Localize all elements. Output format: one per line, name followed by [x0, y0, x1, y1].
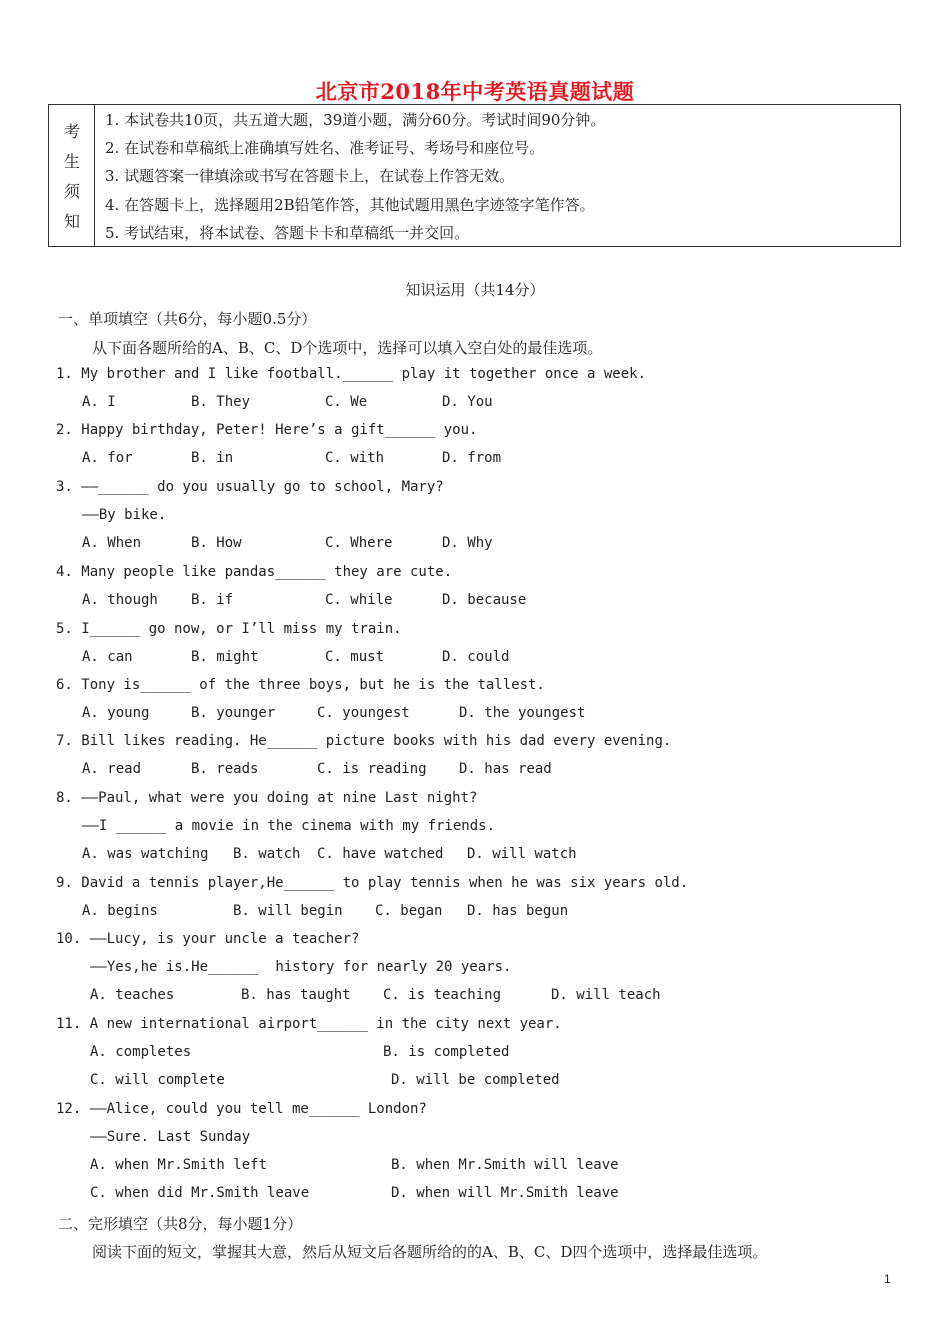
- option-a: A. can: [82, 649, 133, 665]
- option-b: B. younger: [191, 705, 276, 721]
- notice-item: 2. 在试卷和草稿纸上准确填写姓名、准考证号、考场号和座位号。: [105, 139, 545, 157]
- question-stem: 8. ——Paul, what were you doing at nine Last night?: [56, 790, 478, 806]
- question-stem: 12. ——Alice, could you tell me______ London?: [56, 1101, 427, 1117]
- part-instruction: 从下面各题所给的A、B、C、D个选项中，选择可以填入空白处的最佳选项。: [92, 339, 603, 357]
- notice-item: 5. 考试结束，将本试卷、答题卡卡和草稿纸一并交回。: [105, 224, 470, 242]
- option-d: D. You: [442, 394, 493, 410]
- question-stem: 11. A new international airport______ in the city next year.: [56, 1016, 562, 1032]
- part-heading: 二、完形填空（共8分，每小题1分）: [58, 1215, 303, 1233]
- option-b: B. when Mr.Smith will leave: [391, 1157, 619, 1173]
- option-a: A. completes: [90, 1044, 192, 1060]
- option-a: A. I: [82, 394, 116, 410]
- option-a: A. When: [82, 535, 142, 551]
- option-a: A. though: [82, 592, 158, 608]
- option-c: C. have watched: [317, 846, 444, 862]
- notice-box: [48, 104, 901, 247]
- notice-label-char: 须: [63, 182, 80, 201]
- option-c: C. when did Mr.Smith leave: [90, 1185, 310, 1201]
- notice-item: 1. 本试卷共10页，共五道大题，39道小题，满分60分。考试时间90分钟。: [105, 111, 606, 129]
- option-c: C. is teaching: [383, 987, 502, 1003]
- option-d: D. will teach: [551, 987, 661, 1003]
- option-d: D. Why: [442, 535, 493, 551]
- option-b: B. in: [191, 450, 234, 466]
- option-c: C. must: [325, 649, 385, 665]
- question-stem: 1. My brother and I like football.______ play it together once a week.: [56, 366, 647, 382]
- option-d: D. the youngest: [459, 705, 586, 721]
- notice-item: 3. 试题答案一律填涂或书写在答题卡上，在试卷上作答无效。: [105, 167, 515, 185]
- notice-label-char: 考: [63, 122, 80, 141]
- option-d: D. will watch: [467, 846, 577, 862]
- question-reply: ——Sure. Last Sunday: [90, 1129, 251, 1145]
- option-a: A. begins: [82, 903, 158, 919]
- question-stem: 5. I______ go now, or I’ll miss my train.: [56, 621, 402, 637]
- option-a: A. teaches: [90, 987, 175, 1003]
- question-reply: ——I ______ a movie in the cinema with my friends.: [82, 818, 496, 834]
- page-title: 北京市2018年中考英语真题试题: [315, 79, 635, 104]
- option-b: B. How: [191, 535, 242, 551]
- option-a: A. for: [82, 450, 133, 466]
- part-instruction: 阅读下面的短文，掌握其大意，然后从短文后各题所给的的A、B、C、D四个选项中，选择最佳选项。: [92, 1243, 768, 1261]
- question-reply: ——By bike.: [82, 507, 167, 523]
- notice-item: 4. 在答题卡上，选择题用2B铅笔作答，其他试题用黑色字迹签字笔作答。: [105, 196, 595, 214]
- option-c: C. Where: [325, 535, 393, 551]
- part-heading: 一、单项填空（共6分，每小题0.5分）: [58, 310, 317, 328]
- question-stem: 7. Bill likes reading. He______ picture books with his dad every evening.: [56, 733, 672, 749]
- option-c: C. while: [325, 592, 393, 608]
- option-a: A. young: [82, 705, 150, 721]
- option-a: A. when Mr.Smith left: [90, 1157, 268, 1173]
- option-c: C. will complete: [90, 1072, 225, 1088]
- option-a: A. was watching: [82, 846, 209, 862]
- notice-label-char: 知: [63, 212, 80, 231]
- question-reply: ——Yes,he is.He______ history for nearly 20 years.: [90, 959, 512, 975]
- option-b: B. will begin: [233, 903, 343, 919]
- option-b: B. is completed: [383, 1044, 510, 1060]
- page-number: 1: [884, 1272, 891, 1286]
- option-c: C. We: [325, 394, 368, 410]
- option-c: C. with: [325, 450, 385, 466]
- option-c: C. youngest: [317, 705, 410, 721]
- notice-label: [49, 105, 95, 246]
- option-b: B. might: [191, 649, 259, 665]
- question-stem: 3. ——______ do you usually go to school, Mary?: [56, 479, 444, 495]
- option-b: B. watch: [233, 846, 301, 862]
- option-b: B. has taught: [241, 987, 351, 1003]
- option-c: C. is reading: [317, 761, 427, 777]
- option-d: D. when will Mr.Smith leave: [391, 1185, 619, 1201]
- question-stem: 4. Many people like pandas______ they are cute.: [56, 564, 453, 580]
- option-d: D. has read: [459, 761, 552, 777]
- option-b: B. reads: [191, 761, 259, 777]
- option-d: D. because: [442, 592, 527, 608]
- notice-label-char: 生: [63, 152, 80, 171]
- question-stem: 2. Happy birthday, Peter! Here’s a gift______ you.: [56, 422, 478, 438]
- option-d: D. could: [442, 649, 510, 665]
- question-stem: 10. ——Lucy, is your uncle a teacher?: [56, 931, 360, 947]
- option-c: C. began: [375, 903, 443, 919]
- question-stem: 9. David a tennis player,He______ to play tennis when he was six years old.: [56, 875, 689, 891]
- option-d: D. from: [442, 450, 502, 466]
- option-b: B. if: [191, 592, 234, 608]
- option-b: B. They: [191, 394, 251, 410]
- option-a: A. read: [82, 761, 142, 777]
- question-stem: 6. Tony is______ of the three boys, but he is the tallest.: [56, 677, 545, 693]
- section-title: 知识运用（共14分）: [405, 281, 545, 299]
- option-d: D. will be completed: [391, 1072, 560, 1088]
- option-d: D. has begun: [467, 903, 569, 919]
